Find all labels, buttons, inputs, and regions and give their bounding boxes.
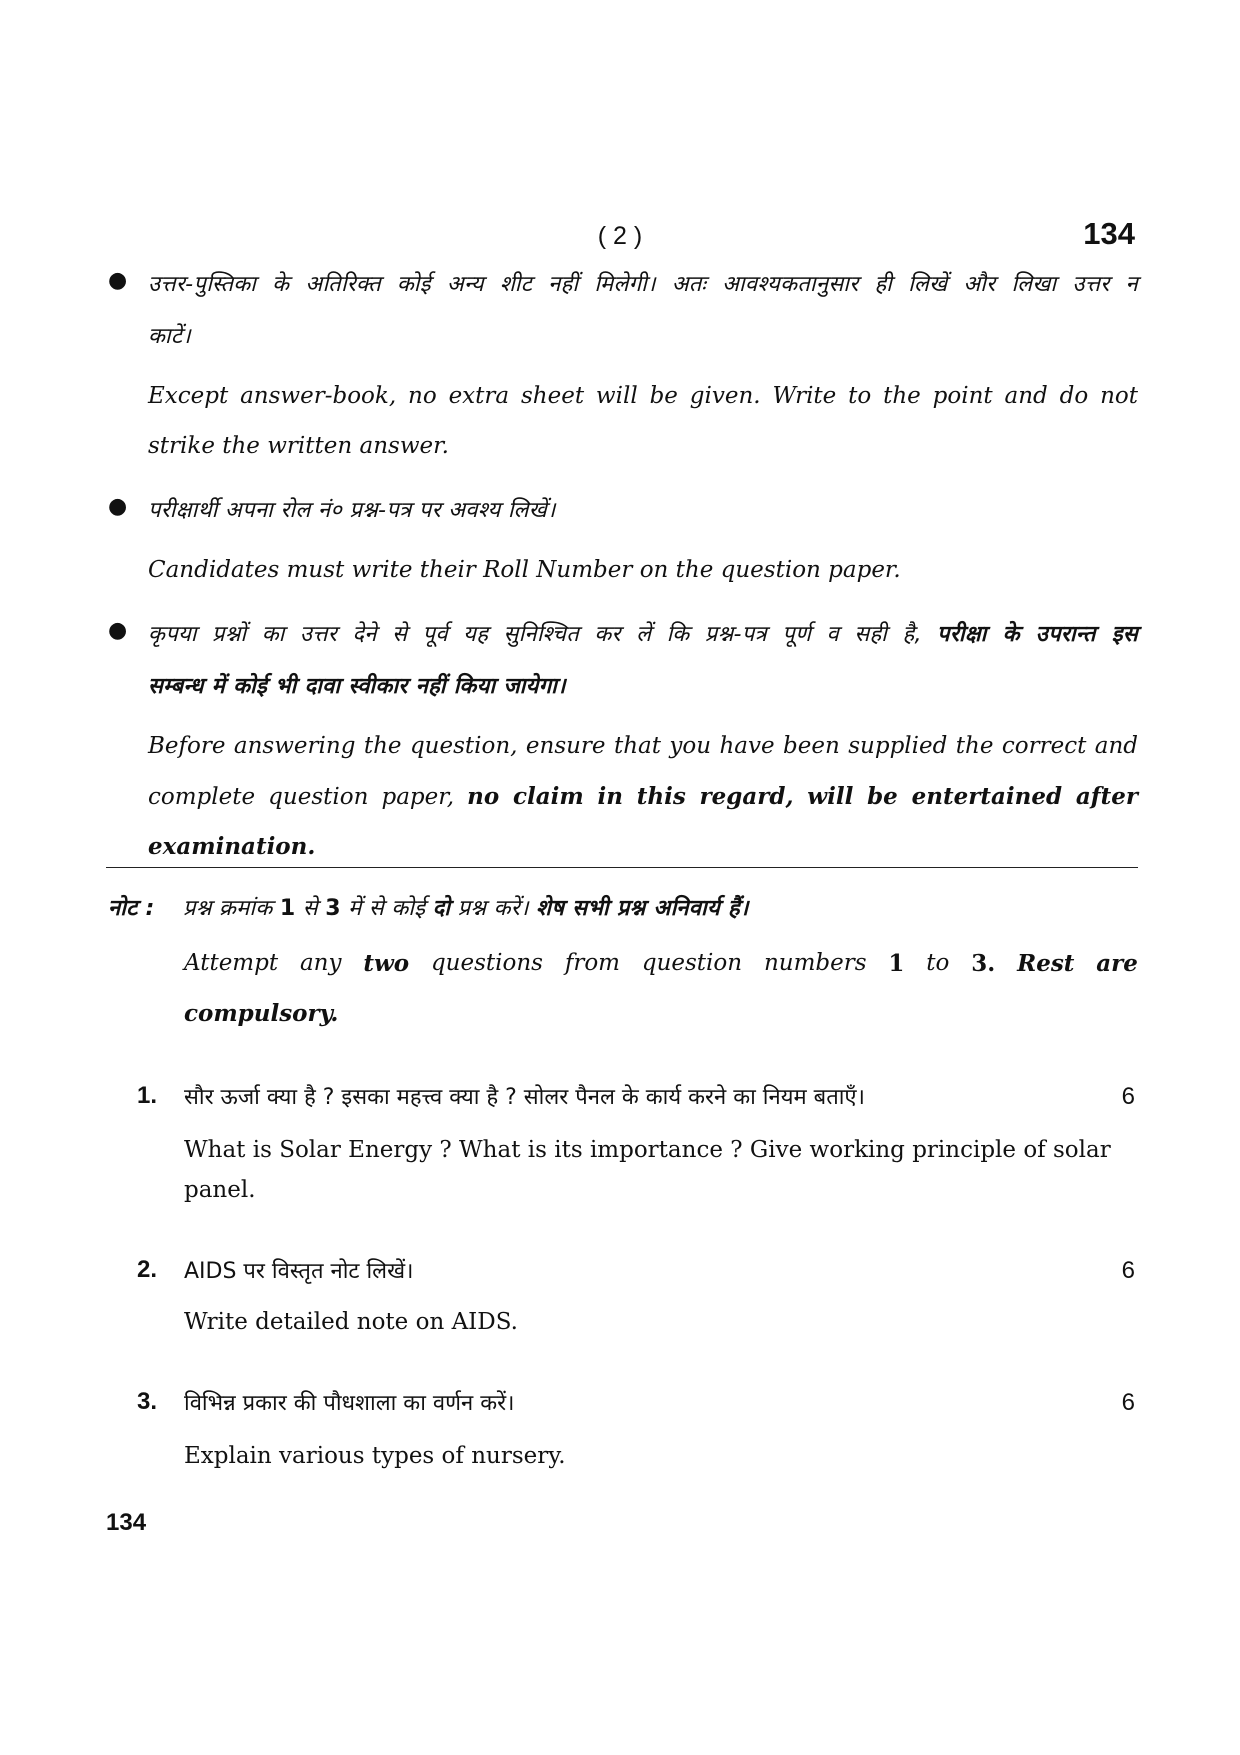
note-label: नोट : xyxy=(108,896,155,921)
note-hi-bold: दो xyxy=(432,896,451,921)
note-en-word: are xyxy=(1096,950,1138,977)
question-3-marks: 6 xyxy=(1121,1389,1135,1416)
section-divider xyxy=(106,867,1138,868)
note-en-word: 3. xyxy=(971,950,996,977)
note-en-word: Rest xyxy=(1017,950,1075,977)
note-hi-num: 3 xyxy=(325,896,341,921)
note-en-word: from xyxy=(564,950,620,976)
note-hi xyxy=(183,892,749,922)
note-en-word: question xyxy=(641,950,743,976)
page-number: ( 2 ) xyxy=(597,222,643,250)
instruction-1-hi-line1: उत्तर-पुस्तिका के अतिरिक्त कोई अन्य शीट नहीं मिलेगी। अतः आवश्यकतानुसार ही लिखें और लिखा उत्तर न xyxy=(148,272,1138,297)
question-2-number: 2. xyxy=(137,1256,158,1283)
question-1-number: 1. xyxy=(137,1082,158,1109)
question-1-hi: सौर ऊर्जा क्या है ? इसका महत्त्व क्या है ? सोलर पैनल के कार्य करने का नियम बताएँ। xyxy=(184,1085,865,1110)
note-en-line2: compulsory. xyxy=(184,1000,339,1027)
note-en-word: any xyxy=(299,950,342,976)
instruction-3-hi-line1 xyxy=(148,618,1138,648)
note-hi-part: प्रश्न करें। xyxy=(457,896,529,921)
note-hi-part: से xyxy=(302,896,318,921)
bullet-icon: ● xyxy=(108,268,128,293)
question-2-marks: 6 xyxy=(1121,1257,1135,1284)
note-en-word: questions xyxy=(430,950,543,976)
question-3-hi: विभिन्न प्रकार की पौधशाला का वर्णन करें। xyxy=(184,1391,515,1416)
paper-code-top: 134 xyxy=(1083,216,1135,251)
question-3-en: Explain various types of nursery. xyxy=(184,1443,566,1469)
note-hi-part: में से कोई xyxy=(348,896,426,921)
question-1-en: What is Solar Energy ? What is its importance ? Give working principle of solar panel. xyxy=(184,1137,1111,1203)
instruction-2-en-line1: Candidates must write their Roll Number on the question paper. xyxy=(148,557,901,583)
instruction-3-en-text: complete question paper, xyxy=(148,784,455,810)
note-en-word: numbers xyxy=(763,950,867,976)
instruction-3-en-line2 xyxy=(148,783,1138,810)
question-1-marks: 6 xyxy=(1121,1083,1135,1110)
note-en-word: Attempt xyxy=(184,950,279,976)
instruction-3-hi-line2: सम्बन्ध में कोई भी दावा स्वीकार नहीं किया जायेगा। xyxy=(148,674,566,699)
note-en-word: 1 xyxy=(888,950,905,977)
instruction-3-en-line1: Before answering the question, ensure that you have been supplied the correct and xyxy=(148,733,1138,759)
note-hi-part: प्रश्न क्रमांक xyxy=(183,896,273,921)
question-2-en: Write detailed note on AIDS. xyxy=(184,1309,518,1335)
bullet-icon: ● xyxy=(108,494,128,519)
bullet-icon: ● xyxy=(108,618,128,643)
note-en-word: to xyxy=(926,950,950,976)
note-en-line1 xyxy=(184,950,1138,977)
instruction-3-hi-text: कृपया प्रश्नों का उत्तर देने से पूर्व यह सुनिश्चित कर लें कि प्रश्न-पत्र पूर्ण व सही है, xyxy=(148,622,922,647)
note-hi-num: 1 xyxy=(279,896,296,921)
instruction-2-hi-line1: परीक्षार्थी अपना रोल नं० प्रश्न-पत्र पर अवश्य लिखें। xyxy=(148,498,556,523)
paper-code-bottom: 134 xyxy=(106,1509,147,1536)
instruction-3-en-line3: examination. xyxy=(148,833,316,860)
instruction-1-en-line2: strike the written answer. xyxy=(148,433,449,459)
instruction-1-en-line1: Except answer-book, no extra sheet will be given. Write to the point and do not xyxy=(148,383,1138,409)
note-en-word: two xyxy=(363,950,410,977)
instruction-3-en-bold: no claim in this regard, will be entertained after xyxy=(467,783,1138,810)
question-2-hi: AIDS पर विस्तृत नोट लिखें। xyxy=(184,1259,414,1284)
instruction-3-hi-bold: परीक्षा के उपरान्त इस xyxy=(937,622,1139,647)
question-3-number: 3. xyxy=(137,1388,158,1415)
instruction-1-hi-line2: काटें। xyxy=(148,324,191,349)
note-hi-bold: शेष सभी प्रश्न अनिवार्य हैं। xyxy=(536,896,749,921)
